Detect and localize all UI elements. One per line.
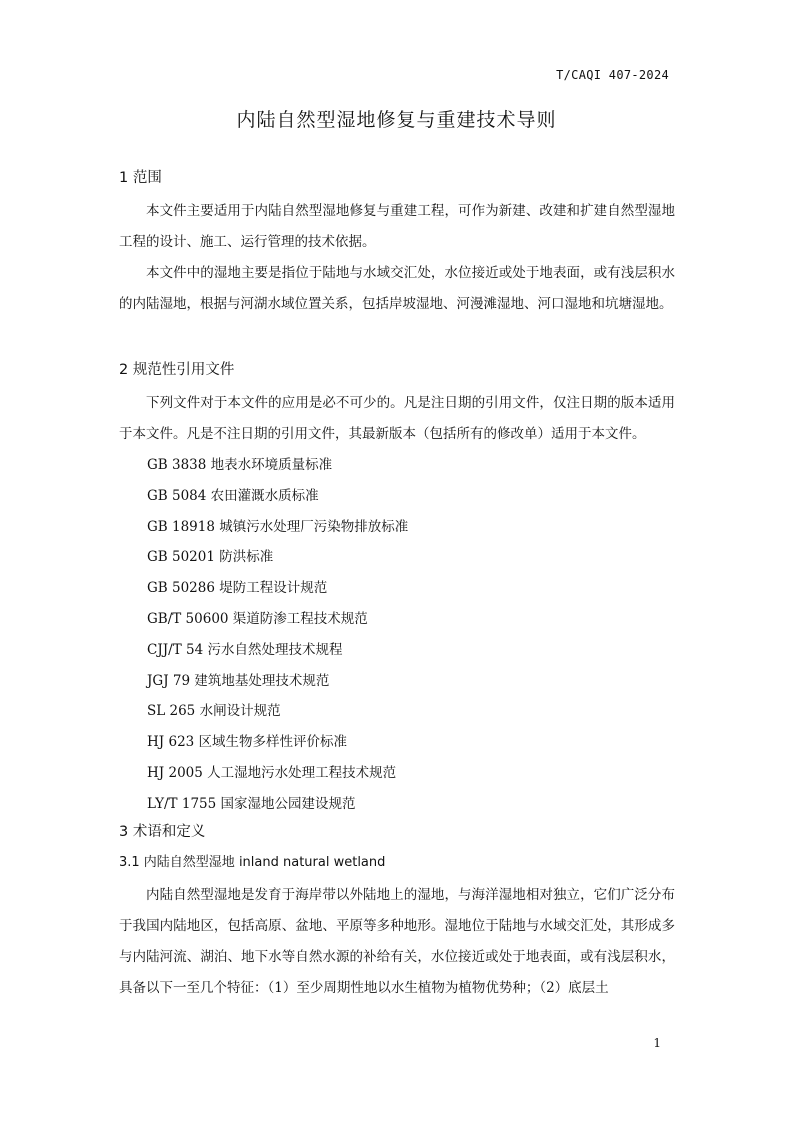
reference-item: GB/T 50600 渠道防渗工程技术规范 [147,610,368,627]
section-1-paragraph-1: 本文件主要适用于内陆自然型湿地修复与重建工程，可作为新建、改建和扩建自然型湿地工程的设计、施工、运行管理的技术依据。 [119,203,675,250]
document-body [119,166,675,1004]
section-3-1-paragraph: 内陆自然型湿地是发育于海岸带以外陆地上的湿地，与海洋湿地相对独立，它们广泛分布于我国内陆地区，包括高原、盆地、平原等多种地形。湿地位于陆地与水域交汇处，其形成多与内陆河流、湖泊、地下水等自然水源的补给有关，水位接近或处于地表面，或有浅层积水，具备以下一至几个特征：（1）至少周期性地以水生植物为植物优势种；（2）底层土 [119,886,675,996]
reference-list [119,450,675,820]
section-1-heading: 1 范围 [119,170,162,186]
reference-item: CJJ/T 54 污水自然处理技术规程 [147,641,343,658]
reference-item: GB 50201 防洪标准 [147,549,274,566]
reference-item: GB 50286 堤防工程设计规范 [147,580,328,597]
reference-item: GB 5084 农田灌溉水质标准 [147,487,319,504]
reference-item: HJ 623 区域生物多样性评价标准 [147,734,348,751]
section-2-paragraph-1: 下列文件对于本文件的应用是必不可少的。凡是注日期的引用文件，仅注日期的版本适用于本文件。凡是不注日期的引用文件，其最新版本（包括所有的修改单）适用于本文件。 [119,395,675,442]
section-1-paragraph-2: 本文件中的湿地主要是指位于陆地与水域交汇处，水位接近或处于地表面，或有浅层积水的内陆湿地，根据与河湖水域位置关系，包括岸坡湿地、河漫滩湿地、河口湿地和坑塘湿地。 [119,265,675,312]
reference-item: SL 265 水闸设计规范 [147,703,281,720]
section-2-heading: 2 规范性引用文件 [119,362,235,378]
section-3-heading: 3 术语和定义 [119,823,206,840]
reference-item: HJ 2005 人工湿地污水处理工程技术规范 [147,764,397,781]
document-title: 内陆自然型湿地修复与重建技术导则 [236,109,557,131]
document-id: T/CAQI 407-2024 [556,68,669,82]
section-3-1-heading: 3.1 内陆自然型湿地 inland natural wetland [119,854,386,870]
reference-item: GB 3838 地表水环境质量标准 [147,457,333,473]
page-number: 1 [653,1036,661,1050]
reference-item: LY/T 1755 国家湿地公园建设规范 [147,795,356,812]
reference-item: GB 18918 城镇污水处理厂污染物排放标准 [147,518,409,535]
reference-item: JGJ 79 建筑地基处理技术规范 [147,672,330,689]
